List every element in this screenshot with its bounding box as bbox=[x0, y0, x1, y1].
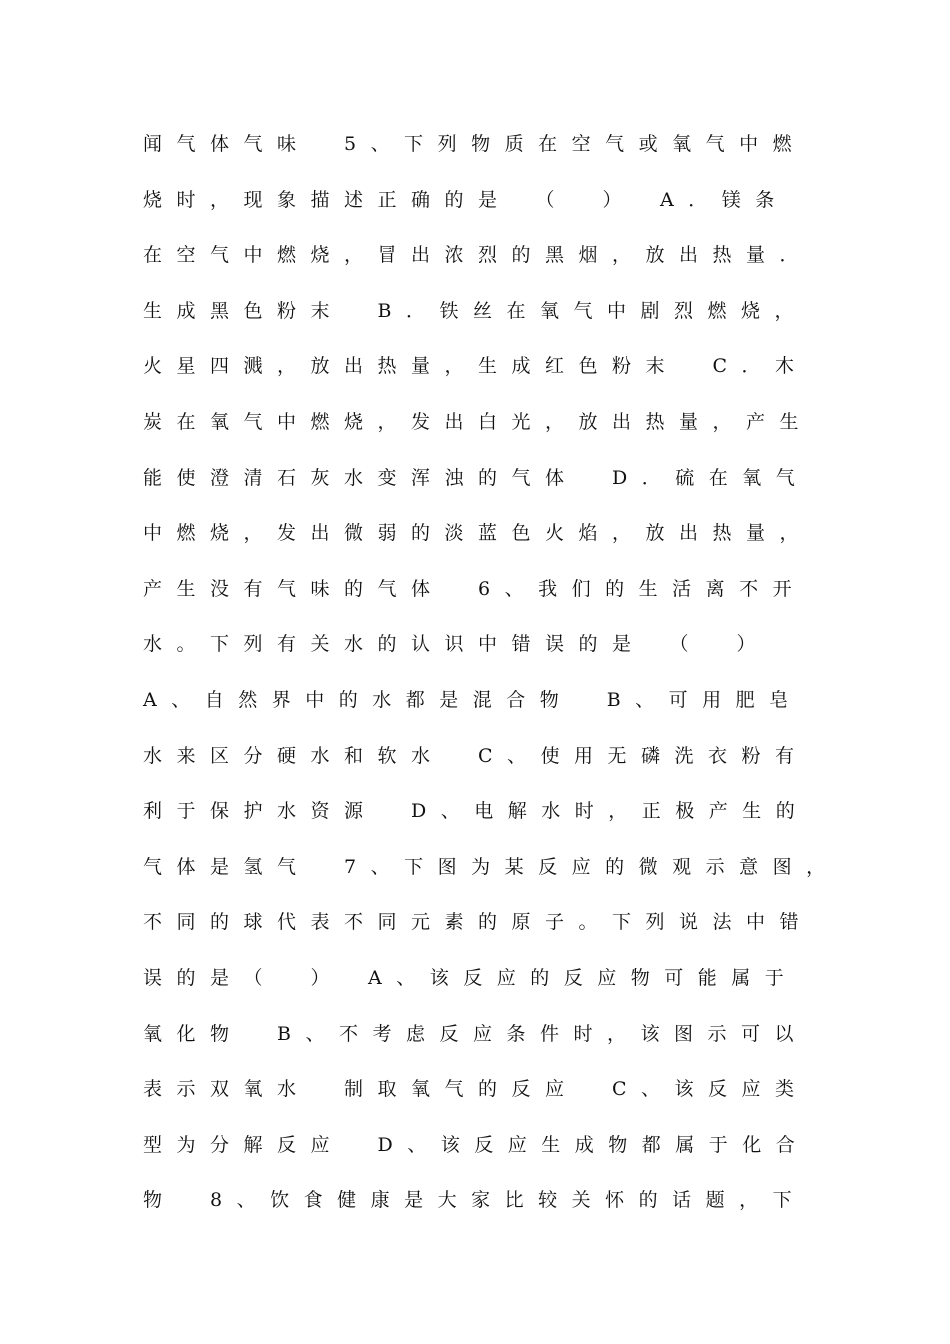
text-line: 物 8、饮食健康是大家比较关怀的话题，下 bbox=[143, 1189, 807, 1212]
text-line: 烧时，现象描述正确的是 （ ） A．镁条 bbox=[143, 188, 789, 211]
text-line: 型为分解反应 D、该反应生成物都属于化合 bbox=[143, 1133, 810, 1156]
text-line: 产生没有气味的气体 6、我们的生活离不开 bbox=[143, 577, 807, 600]
text-line: 能使澄清石灰水变浑浊的气体 D．硫在氧气 bbox=[143, 466, 810, 489]
text-line: 水。下列有关水的认识中错误的是 （ ） bbox=[143, 633, 771, 656]
text-line: 表示双氧水 制取氧气的反应 C、该反应类 bbox=[143, 1078, 809, 1101]
text-line: 中燃烧，发出微弱的淡蓝色火焰，放出热量， bbox=[143, 522, 814, 545]
text-line: 误的是（ ） A、该反应的反应物可能属于 bbox=[143, 966, 799, 989]
text-line: 火星四溅，放出热量，生成红色粉末 C．木 bbox=[143, 355, 809, 378]
text-line: 在空气中燃烧，冒出浓烈的黑烟，放出热量． bbox=[143, 244, 814, 267]
text-line: 氧化物 B、不考虑反应条件时，该图示可以 bbox=[143, 1022, 808, 1045]
text-line: A、自然界中的水都是混合物 B、可用肥皂 bbox=[143, 688, 803, 711]
document-text-body bbox=[143, 126, 843, 1238]
text-line: 闻气体气味 5、下列物质在空气或氧气中燃 bbox=[143, 133, 807, 155]
text-line: 水来区分硬水和软水 C、使用无磷洗衣粉有 bbox=[143, 744, 809, 767]
text-line: 不同的球代表不同元素的原子。下列说法中错 bbox=[143, 911, 814, 934]
text-line: 炭在氧气中燃烧，发出白光，放出热量，产生 bbox=[143, 410, 814, 433]
text-line: 气体是氢气 7、下图为某反应的微观示意图， bbox=[143, 855, 840, 878]
text-line: 生成黑色粉末 B．铁丝在氧气中剧烈燃烧， bbox=[143, 299, 808, 322]
text-line: 利于保护水资源 D、电解水时，正极产生的 bbox=[143, 800, 810, 823]
